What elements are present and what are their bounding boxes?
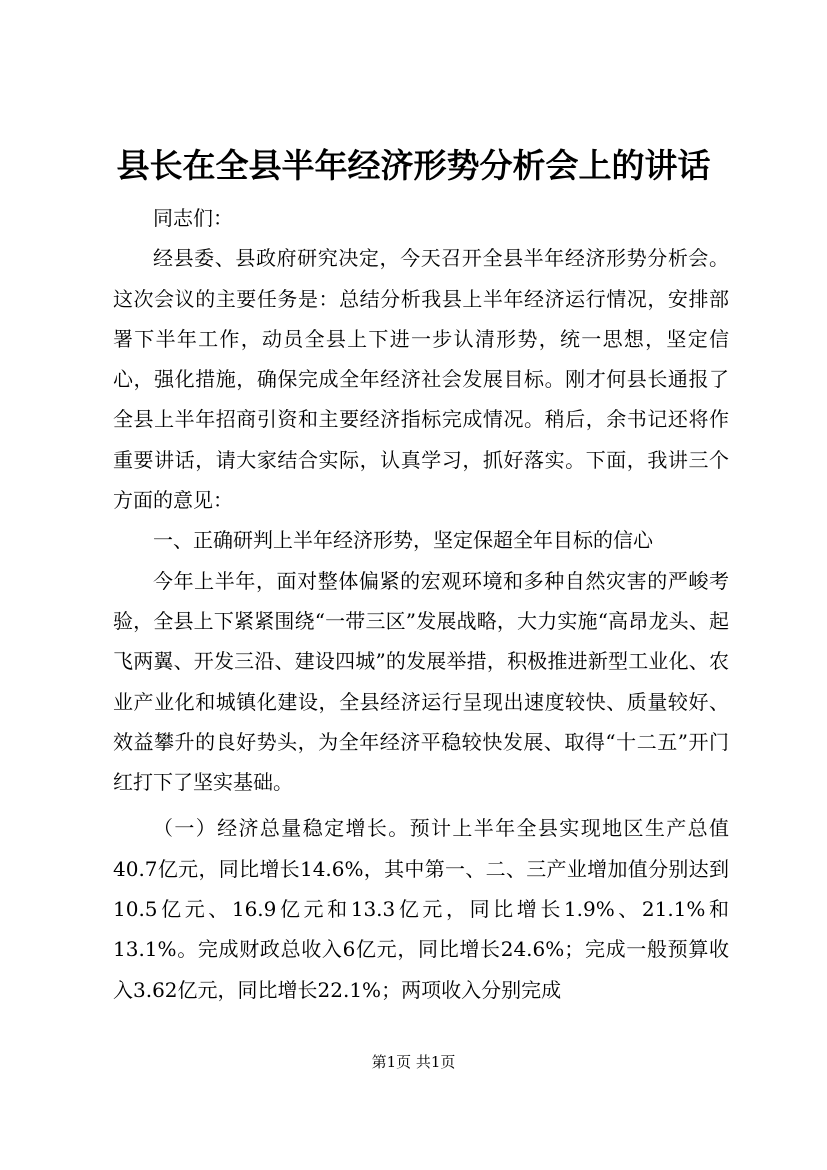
- section-heading-1: 一、正确研判上半年经济形势，坚定保超全年目标的信心: [153, 528, 653, 553]
- page-footer: 第1页 共1页: [371, 1053, 456, 1071]
- document-title: 县长在全县半年经济形势分析会上的讲话: [116, 146, 711, 185]
- document-body: [113, 198, 729, 1010]
- paragraph-intro: 经县委、县政府研究决定，今天召开全县半年经济形势分析会。这次会议的主要任务是：总结分析我县上半年经济运行情况，安排部署下半年工作，动员全县上下进一步认清形势，统一思想，坚定信心，强化措施，确保完成全年经济社会发展目标。刚才何县长通报了全县上半年招商引资和主要经济指标完成情况。稍后，余书记还将作重要讲话，请大家结合实际，认真学习，抓好落实。下面，我讲三个方面的意见：: [113, 246, 729, 513]
- paragraph-situation: 今年上半年，面对整体偏紧的宏观环境和多种自然灾害的严峻考验，全县上下紧紧围绕“一带三区”发展战略，大力实施“高昂龙头、起飞两翼、开发三沿、建设四城”的发展举措，积极推进新型工业化、农业产业化和城镇化建设，全县经济运行呈现出速度较快、质量较好、效益攀升的良好势头，为全年经济平稳较快发展、取得“十二五”开门红打下了坚实基础。: [113, 568, 729, 795]
- salutation: 同志们：: [153, 206, 233, 230]
- paragraph-economy-total: （一）经济总量稳定增长。预计上半年全县实现地区生产总值40.7亿元，同比增长14.6%，其中第一、二、三产业增加值分别达到10.5亿元、16.9亿元和13.3亿元，同比增长1.9%、21.1%和13.1%。完成财政总收入6亿元，同比增长24.6%；完成一般预算收入3.62亿元，同比增长22.1%；两项收入分别完成: [113, 816, 729, 1002]
